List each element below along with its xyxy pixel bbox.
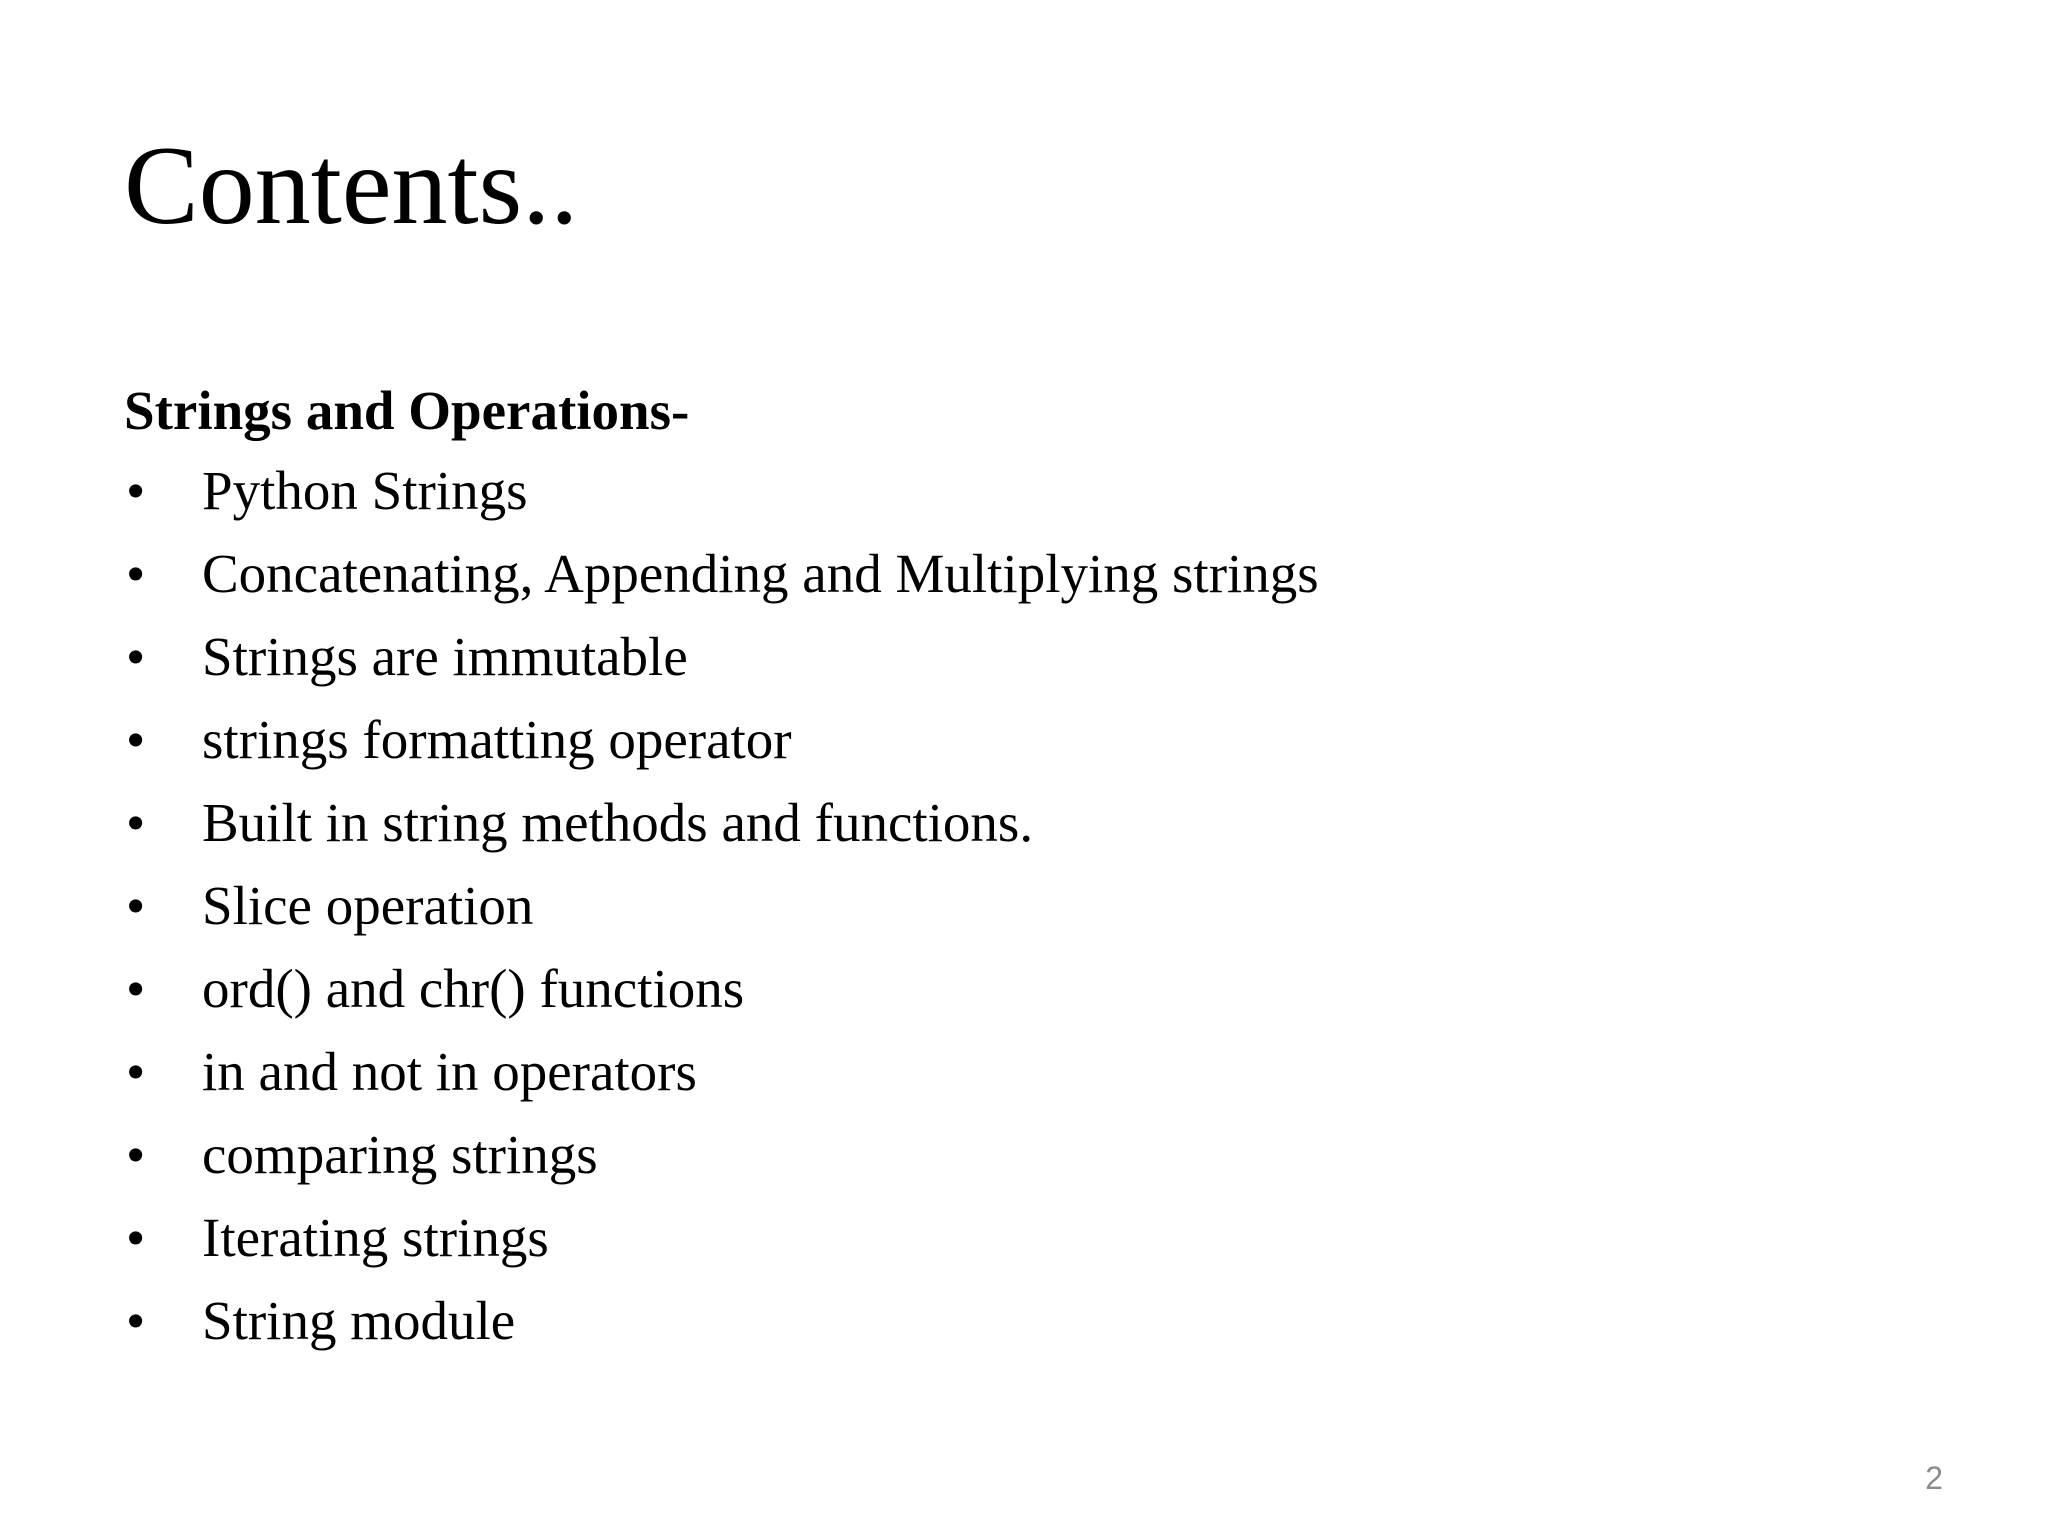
- bullet-icon: •: [126, 543, 146, 604]
- bullet-icon: •: [126, 958, 146, 1019]
- list-item-text: Built in string methods and functions.: [202, 792, 1034, 853]
- bullet-icon: •: [126, 792, 146, 853]
- page-number: 2: [1925, 1460, 1943, 1496]
- list-item-text: Strings are immutable: [202, 626, 688, 687]
- list-item-text: in and not in operators: [202, 1041, 697, 1102]
- list-item-text: Python Strings: [202, 460, 528, 521]
- list-item-text: strings formatting operator: [202, 709, 792, 770]
- bullet-icon: •: [126, 460, 146, 521]
- slide-title: Contents..: [124, 124, 579, 248]
- bullet-icon: •: [126, 875, 146, 936]
- list-item-text: String module: [202, 1290, 516, 1351]
- list-item-text: comparing strings: [202, 1124, 598, 1185]
- bullet-icon: •: [126, 1207, 146, 1268]
- bullet-icon: •: [126, 1041, 146, 1102]
- list-item-text: Slice operation: [202, 875, 534, 936]
- bullet-icon: •: [126, 1124, 146, 1185]
- list-item-text: Iterating strings: [202, 1207, 549, 1268]
- list-item-text: Concatenating, Appending and Multiplying strings: [202, 543, 1319, 604]
- section-heading: Strings and Operations-: [124, 380, 690, 441]
- bullet-icon: •: [126, 626, 146, 687]
- bullet-icon: •: [126, 1290, 146, 1351]
- bullet-icon: •: [126, 709, 146, 770]
- list-item-text: ord() and chr() functions: [202, 958, 745, 1019]
